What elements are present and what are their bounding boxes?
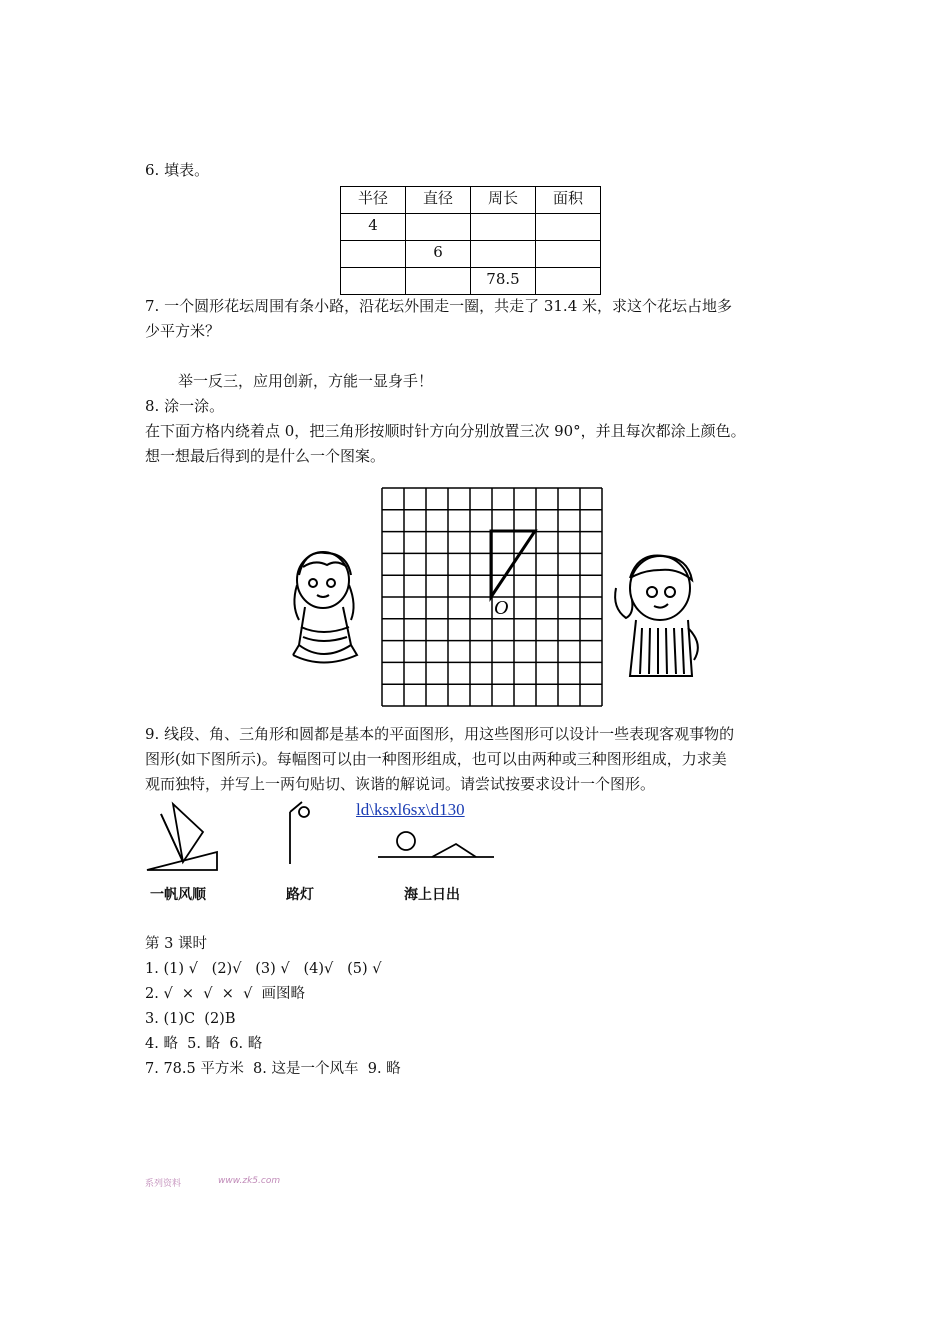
question-8-line-2: 想一想最后得到的是什么一个图案。 [145,447,386,465]
table-cell[interactable] [406,214,471,241]
caption-street-lamp: 路灯 [286,887,314,903]
motto: 举一反三，应用创新，方能一显身手！ [178,372,434,390]
question-8-title: 8. 涂一涂。 [145,397,225,415]
table-cell[interactable]: 6 [406,241,471,268]
girl-cartoon-icon [285,545,365,675]
answers-title: 第 3 课时 [145,936,207,952]
answer-4: 4. 略 5. 略 6. 略 [145,1036,263,1052]
table-cell[interactable]: 78.5 [471,268,536,295]
table-cell[interactable] [341,241,406,268]
table-row [341,241,601,268]
answer-5: 7. 78.5 平方米 8. 这是一个风车 9. 略 [145,1061,401,1077]
table-header-cell: 半径 [341,187,406,214]
table-cell[interactable] [536,214,601,241]
table-header-row [341,187,601,214]
question-6-title: 6. 填表。 [145,161,210,179]
table-cell[interactable] [471,241,536,268]
caption-sunrise: 海上日出 [404,887,460,903]
rotation-grid[interactable] [380,486,604,708]
question-8-line-1: 在下面方格内绕着点 0，把三角形按顺时针方向分别放置三次 90°，并且每次都涂上颜色。 [145,422,746,440]
street-lamp-figure-icon [280,800,320,870]
table-header-cell: 直径 [406,187,471,214]
caption-sailboat: 一帆风顺 [150,887,206,903]
sunrise-figure-icon [376,826,496,862]
answer-1: 1. (1) √ (2)√ (3) √ (4)√ (5) √ [145,961,382,977]
table-cell[interactable] [406,268,471,295]
table-cell[interactable]: 4 [341,214,406,241]
question-9-line-3: 观而独特，并写上一两句贴切、诙谐的解说词。请尝试按要求设计一个图形。 [145,775,656,793]
question-7-line-2: 少平方米？ [145,322,221,340]
answer-2: 2. √ × √ × √ 画图略 [145,986,306,1002]
question-7-line-1: 7. 一个圆形花坛周围有条小路，沿花坛外围走一圈，共走了 31.4 米，求这个花坛占地多 [145,297,733,315]
question-9-line-2: 图形(如下图所示)。每幅图可以由一种图形组成，也可以由两种或三种图形组成，力求美 [145,750,727,768]
table-header-cell: 周长 [471,187,536,214]
footer-left: 系列资料 [145,1179,182,1189]
triangle-shape [491,531,535,597]
resource-link[interactable]: ld\ksxl6sx\d130 [356,800,465,819]
question-9-line-1: 9. 线段、角、三角形和圆都是基本的平面图形，用这些图形可以设计一些表现客观事物的 [145,725,735,743]
table-header-cell: 面积 [536,187,601,214]
point-o-label: O [494,597,509,619]
answer-3: 3. (1)C (2)B [145,1011,236,1027]
sailboat-figure-icon [145,800,225,875]
footer-right: www.zk5.com [218,1176,281,1186]
fill-table [340,186,601,295]
boy-cartoon-icon [608,548,708,683]
table-row [341,214,601,241]
table-cell[interactable] [471,214,536,241]
table-cell[interactable] [536,268,601,295]
table-cell[interactable] [536,241,601,268]
table-cell[interactable] [341,268,406,295]
table-row [341,268,601,295]
